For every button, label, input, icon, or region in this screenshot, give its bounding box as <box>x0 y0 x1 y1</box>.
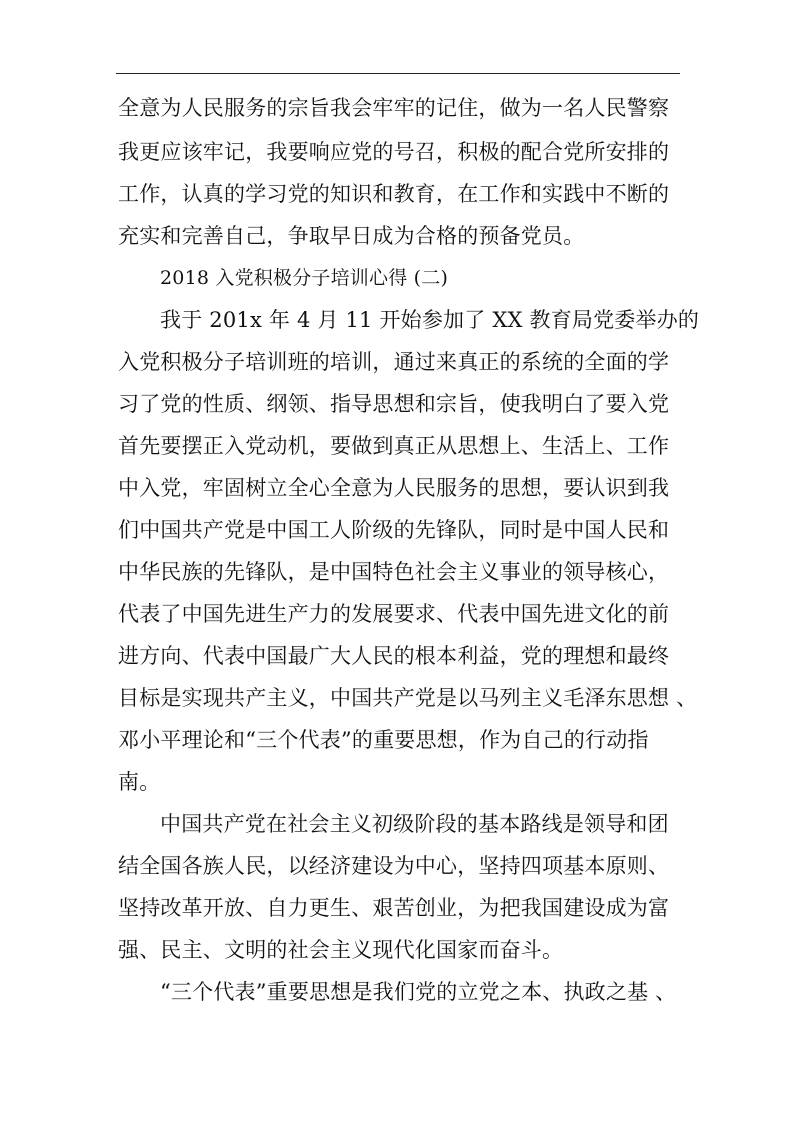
text-line: 结全国各族人民，以经济建设为中心，坚持四项基本原则、 <box>118 854 670 878</box>
text-line: 中华民族的先锋队，是中国特色社会主义事业的领导核心， <box>118 560 670 584</box>
text-line: 首先要摆正入党动机，要做到真正从思想上、生活上、工作 <box>118 434 670 458</box>
text-line: 进方向、代表中国最广大人民的根本利益，党的理想和最终 <box>118 644 670 668</box>
text-line: 强、民主、文明的社会主义现代化国家而奋斗。 <box>118 938 564 962</box>
text-line: 我于 201x 年 4 月 11 开始参加了 XX 教育局党委举办的 <box>160 308 700 332</box>
text-line: 邓小平理论和“三个代表”的重要思想，作为自己的行动指 <box>118 728 649 752</box>
text-line: 中入党，牢固树立全心全意为人民服务的思想，要认识到我 <box>118 476 670 500</box>
text-line: 全意为人民服务的宗旨我会牢牢的记住，做为一名人民警察 <box>118 96 670 120</box>
text-line: 坚持改革开放、自力更生、艰苦创业，为把我国建设成为富 <box>118 896 670 920</box>
text-line: 南。 <box>118 770 161 794</box>
text-line: “三个代表”重要思想是我们党的立党之本、执政之基 、 <box>160 980 677 1004</box>
text-line: 工作，认真的学习党的知识和教育，在工作和实践中不断的 <box>118 182 670 206</box>
text-line: 代表了中国先进生产力的发展要求、代表中国先进文化的前 <box>118 602 670 626</box>
text-line: 目标是实现共产主义，中国共产党是以马列主义毛泽东思想 、 <box>118 686 698 710</box>
text-line: 充实和完善自己，争取早日成为合格的预备党员。 <box>118 224 585 248</box>
text-line: 们中国共产党是中国工人阶级的先锋队，同时是中国人民和 <box>118 518 670 542</box>
text-line: 入党积极分子培训班的培训，通过来真正的系统的全面的学 <box>118 350 670 374</box>
text-line: 习了党的性质、纲领、指导思想和宗旨，使我明白了要入党 <box>118 392 670 416</box>
section-heading: 2018 入党积极分子培训心得 (二) <box>160 267 449 289</box>
text-line: 中国共产党在社会主义初级阶段的基本路线是领导和团 <box>160 812 669 836</box>
text-line: 我更应该牢记，我要响应党的号召，积极的配合党所安排的 <box>118 140 670 164</box>
